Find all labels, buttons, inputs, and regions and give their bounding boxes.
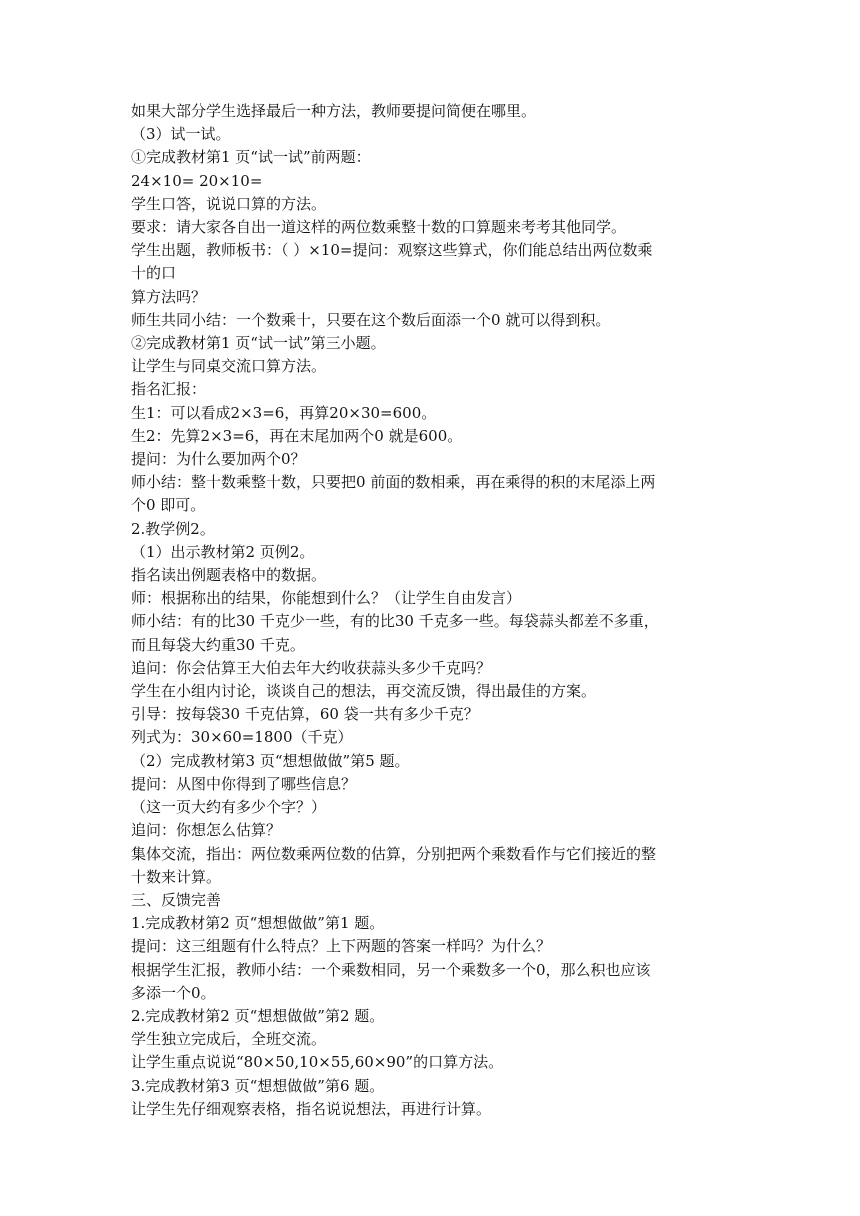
text-line: 让学生与同桌交流口算方法。 [131,357,327,376]
text-line: 学生在小组内讨论，谈谈自己的想法，再交流反馈，得出最佳的方案。 [131,682,597,701]
text-line: 师：根据称出的结果，你能想到什么？（让学生自由发言） [131,589,522,608]
text-line: 让学生重点说说“80×50,10×55,60×90”的口算方法。 [131,1053,504,1072]
text-line: 追问：你想怎么估算？ [131,821,282,840]
text-line: 三、反馈完善 [131,890,222,909]
text-line: 如果大部分学生选择最后一种方法，教师要提问简便在哪里。 [131,102,537,120]
text-line: （3）试一试。 [131,125,231,144]
text-line: 指名读出例题表格中的数据。 [131,566,327,585]
text-line: 3.完成教材第3 页“想想做做”第6 题。 [131,1076,385,1095]
text-line: 提问：从图中你得到了哪些信息？ [131,774,357,793]
text-line: 师小结：整十数乘整十数，只要把0 前面的数相乘，再在乘得的积的末尾添上两 [131,473,656,492]
text-line: 十数来计算。 [131,867,222,886]
document-body [131,100,731,1121]
text-line: 十的口 [131,264,177,283]
text-line: ②完成教材第1 页“试一试”第三小题。 [131,334,386,353]
text-line: 师小结：有的比30 千克少一些，有的比30 千克多一些。每袋蒜头都差不多重， [131,612,659,631]
text-line: 2.完成教材第2 页“想想做做”第2 题。 [131,1006,385,1025]
text-line: 学生口答，说说口算的方法。 [131,194,327,213]
text-line: 个0 即可。 [131,496,206,515]
text-line: 生1：可以看成2×3=6，再算20×30=600。 [131,403,437,422]
text-line: 2.教学例2。 [131,519,215,538]
text-line: 让学生先仔细观察表格，指名说说想法，再进行计算。 [131,1099,492,1118]
text-line: （2）完成教材第3 页“想想做做”第5 题。 [131,751,410,770]
text-line: 根据学生汇报，教师小结：一个乘数相同，另一个乘数多一个0，那么积也应该 [131,960,651,979]
text-line: 集体交流，指出：两位数乘两位数的估算，分别把两个乘数看作与它们接近的整 [131,844,657,863]
text-line: 师生共同小结：一个数乘十，只要在这个数后面添一个0 就可以得到积。 [131,310,611,329]
text-line: 指名汇报： [131,380,207,399]
text-line: （1）出示教材第2 页例2。 [131,542,315,561]
text-line: 追问：你会估算王大伯去年大约收获蒜头多少千克吗？ [131,658,492,677]
text-line: 24×10= 20×10= [131,171,263,190]
text-line: 生2：先算2×3=6，再在末尾加两个0 就是600。 [131,426,463,445]
text-line: 学生出题，教师板书：（ ）×10=提问：观察这些算式，你们能总结出两位数乘 [131,241,653,260]
text-line: （这一页大约有多少个字？） [131,798,327,817]
text-line: 提问：这三组题有什么特点？上下两题的答案一样吗？为什么？ [131,937,552,956]
text-line: 多添一个0。 [131,983,216,1002]
text-line: 列式为：30×60=1800（千克） [131,728,353,747]
text-line: 提问：为什么要加两个0？ [131,450,306,469]
text-line: 而且每袋大约重30 千克。 [131,635,305,654]
text-line: 要求：请大家各自出一道这样的两位数乘整十数的口算题来考考其他同学。 [131,218,627,237]
text-line: 引导：按每袋30 千克估算，60 袋一共有多少千克？ [131,705,479,724]
text-line: 学生独立完成后，全班交流。 [131,1030,327,1049]
text-line: 算方法吗？ [131,287,207,306]
text-line: ①完成教材第1 页“试一试”前两题： [131,148,371,167]
text-line: 1.完成教材第2 页“想想做做”第1 题。 [131,914,385,933]
